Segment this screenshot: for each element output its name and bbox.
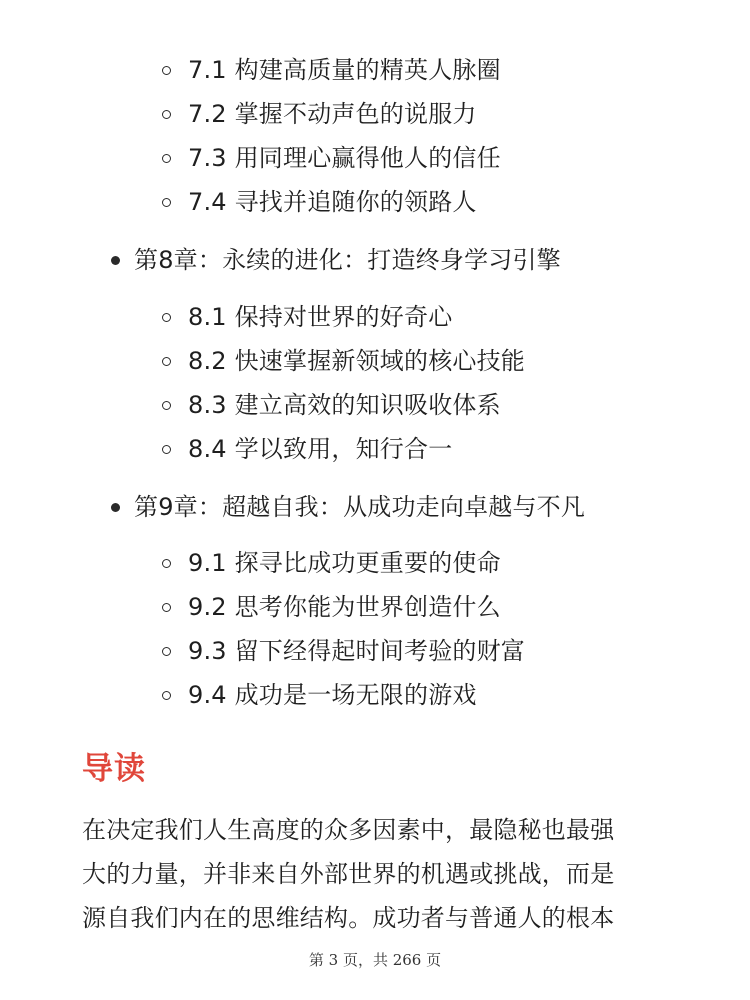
toc-subitem-label: 9.1 探寻比成功更重要的使命 (188, 549, 501, 577)
toc-chapter-title: 第8章：永续的进化：打造终身学习引擎 (134, 246, 561, 274)
toc-subitem-label: 8.2 快速掌握新领域的核心技能 (188, 347, 525, 375)
intro-paragraph (82, 808, 682, 940)
hollow-bullet-icon (162, 401, 171, 410)
hollow-bullet-icon (162, 198, 171, 207)
toc-chapter-title: 第9章：超越自我：从成功走向卓越与不凡 (134, 493, 586, 521)
hollow-bullet-icon (162, 445, 171, 454)
hollow-bullet-icon (162, 357, 171, 366)
section-heading-intro: 导读 (82, 751, 146, 787)
toc-subitem-label: 7.3 用同理心赢得他人的信任 (188, 144, 501, 172)
paragraph-line: 大的力量，并非来自外部世界的机遇或挑战，而是 (82, 860, 615, 888)
toc-subitem-label: 7.2 掌握不动声色的说服力 (188, 100, 477, 128)
solid-bullet-icon (111, 503, 120, 512)
toc-subitem-label: 9.2 思考你能为世界创造什么 (188, 593, 501, 621)
toc-subitem-label: 7.4 寻找并追随你的领路人 (188, 188, 477, 216)
hollow-bullet-icon (162, 313, 171, 322)
page-number-footer: 第 3 页，共 266 页 (308, 951, 442, 969)
paragraph-line: 源自我们内在的思维结构。成功者与普通人的根本 (82, 904, 615, 932)
solid-bullet-icon (111, 256, 120, 265)
hollow-bullet-icon (162, 603, 171, 612)
toc-subitem-label: 9.4 成功是一场无限的游戏 (188, 681, 477, 709)
hollow-bullet-icon (162, 559, 171, 568)
hollow-bullet-icon (162, 66, 171, 75)
toc-subitem-label: 7.1 构建高质量的精英人脉圈 (188, 56, 501, 84)
hollow-bullet-icon (162, 110, 171, 119)
hollow-bullet-icon (162, 691, 171, 700)
hollow-bullet-icon (162, 154, 171, 163)
toc-subitem-label: 8.4 学以致用，知行合一 (188, 435, 453, 463)
toc-subitem-label: 8.1 保持对世界的好奇心 (188, 303, 453, 331)
toc-subitem-label: 8.3 建立高效的知识吸收体系 (188, 391, 501, 419)
hollow-bullet-icon (162, 647, 171, 656)
toc-subitem-label: 9.3 留下经得起时间考验的财富 (188, 637, 525, 665)
paragraph-line: 在决定我们人生高度的众多因素中，最隐秘也最强 (82, 816, 615, 844)
